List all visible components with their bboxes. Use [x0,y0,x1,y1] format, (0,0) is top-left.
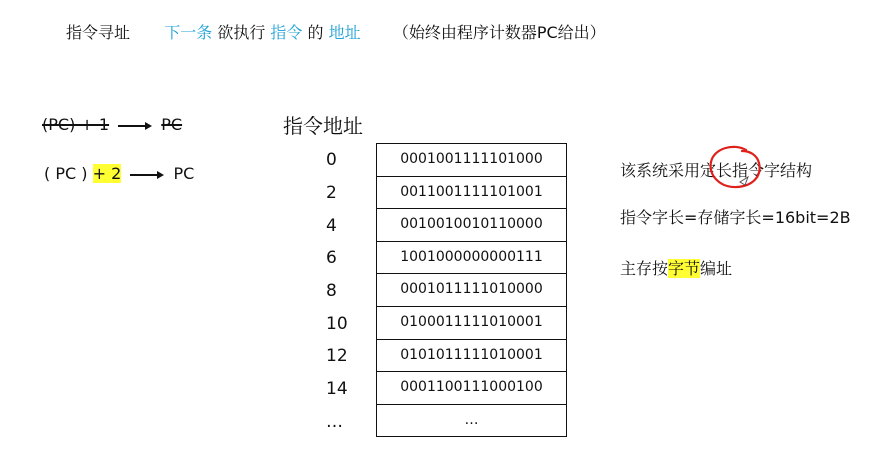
address-12: 12 [326,346,348,366]
formula-struck-right: PC [161,115,183,134]
title-line [66,20,606,43]
title-instruction: 指令 [270,23,303,42]
address-8: 8 [326,281,337,301]
note-byte-pre: 主存按 [620,259,669,278]
red-circle-annotation-icon [706,144,766,192]
arrow-right-icon [118,121,152,131]
memory-table [376,143,567,437]
address-2: 2 [326,183,337,203]
formula-struck [42,115,182,134]
note-byte-addressing [620,256,732,279]
address-6: 6 [326,248,337,268]
memory-cell: 0001100111000100 [377,372,566,405]
formula-struck-left: (PC) + 1 [42,115,110,134]
address-14: 14 [326,379,348,399]
memory-cell: 0011001111101001 [377,177,566,210]
formula-target: PC [173,164,195,183]
address-0: 0 [326,150,337,170]
note-byte-post: 编址 [700,259,733,278]
note-word-length: 指令字长=存储字长=16bit=2B [620,208,851,227]
memory-cell: 0001011111010000 [377,274,566,307]
memory-cell: 0101011111010001 [377,340,566,373]
arrow-right-icon [130,170,164,180]
title-to-execute: 欲执行 [217,23,266,42]
formula-pc: ( PC ) [44,164,88,183]
memory-header: 指令地址 [283,114,363,138]
title-address: 地址 [328,23,361,42]
note-fixed-length: 该系统采用定长指令字结构 [620,161,813,180]
address-10: 10 [326,314,348,334]
memory-cell: … [464,411,479,428]
title-of: 的 [307,23,324,42]
memory-cell: 0001001111101000 [377,144,566,177]
address-ellipsis: … [326,412,343,432]
title-next: 下一条 [164,23,213,42]
title-note: （始终由程序计数器PC给出） [392,23,606,42]
memory-cell: 0100011111010001 [377,307,566,340]
memory-cell: 0010010010110000 [377,209,566,242]
title-instruction-addressing: 指令寻址 [66,23,131,42]
formula-current [44,164,194,183]
memory-cell: 1001000000000111 [377,242,566,275]
formula-increment: + 2 [92,164,122,183]
address-4: 4 [326,216,337,236]
note-byte-highlight: 字节 [668,259,701,278]
